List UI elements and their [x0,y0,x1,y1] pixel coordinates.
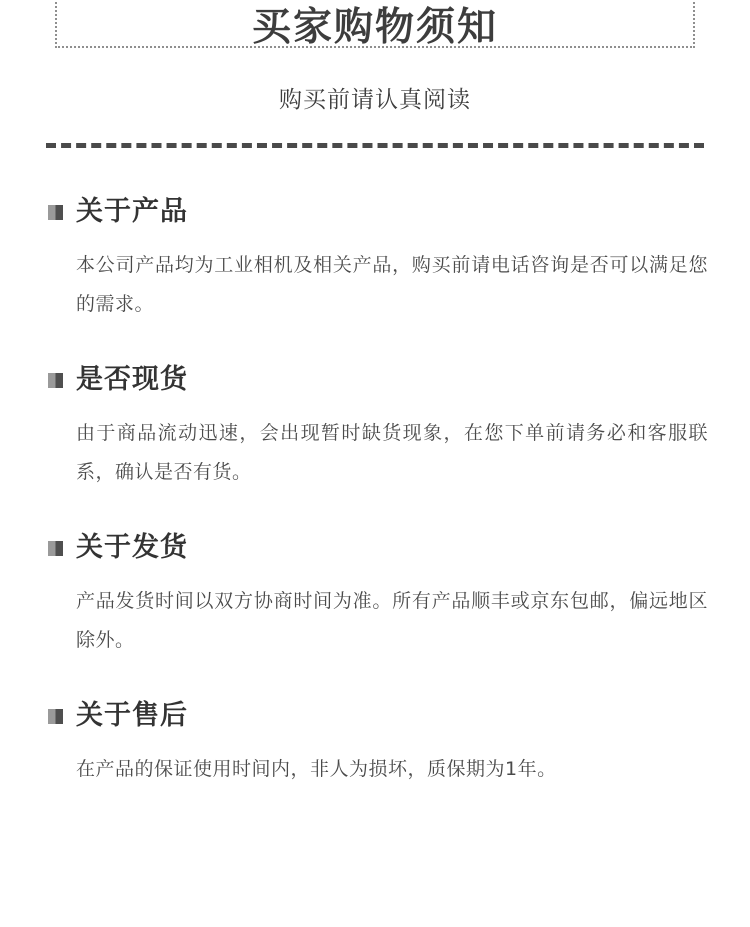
notice-section-aftersales [0,700,750,789]
section-body: 本公司产品均为工业相机及相关产品，购买前请电话咨询是否可以满足您的需求。 [76,254,708,315]
square-bullet-icon [48,205,63,220]
notice-sections [0,148,750,789]
square-bullet-icon [48,373,63,388]
square-bullet-icon [48,541,63,556]
square-bullet-icon [48,709,63,724]
page-subtitle: 购买前请认真阅读 [279,87,471,113]
dashed-divider [46,143,704,148]
page-header [0,0,750,148]
notice-section-shipping [0,532,750,660]
notice-section-stock [0,364,750,492]
section-header [48,196,714,228]
section-title: 是否现货 [76,364,188,395]
section-title: 关于发货 [76,532,188,563]
section-body: 在产品的保证使用时间内，非人为损坏，质保期为1年。 [76,758,557,780]
section-header [48,532,714,564]
section-title: 关于售后 [76,700,188,731]
notice-section-product [0,196,750,324]
section-body: 由于商品流动迅速，会出现暂时缺货现象，在您下单前请务必和客服联系，确认是否有货。 [76,422,708,483]
page-title: 买家购物须知 [251,5,498,50]
section-body: 产品发货时间以双方协商时间为准。所有产品顺丰或京东包邮，偏远地区除外。 [76,590,708,651]
section-title: 关于产品 [76,196,188,227]
section-header [48,364,714,396]
section-header [48,700,714,732]
